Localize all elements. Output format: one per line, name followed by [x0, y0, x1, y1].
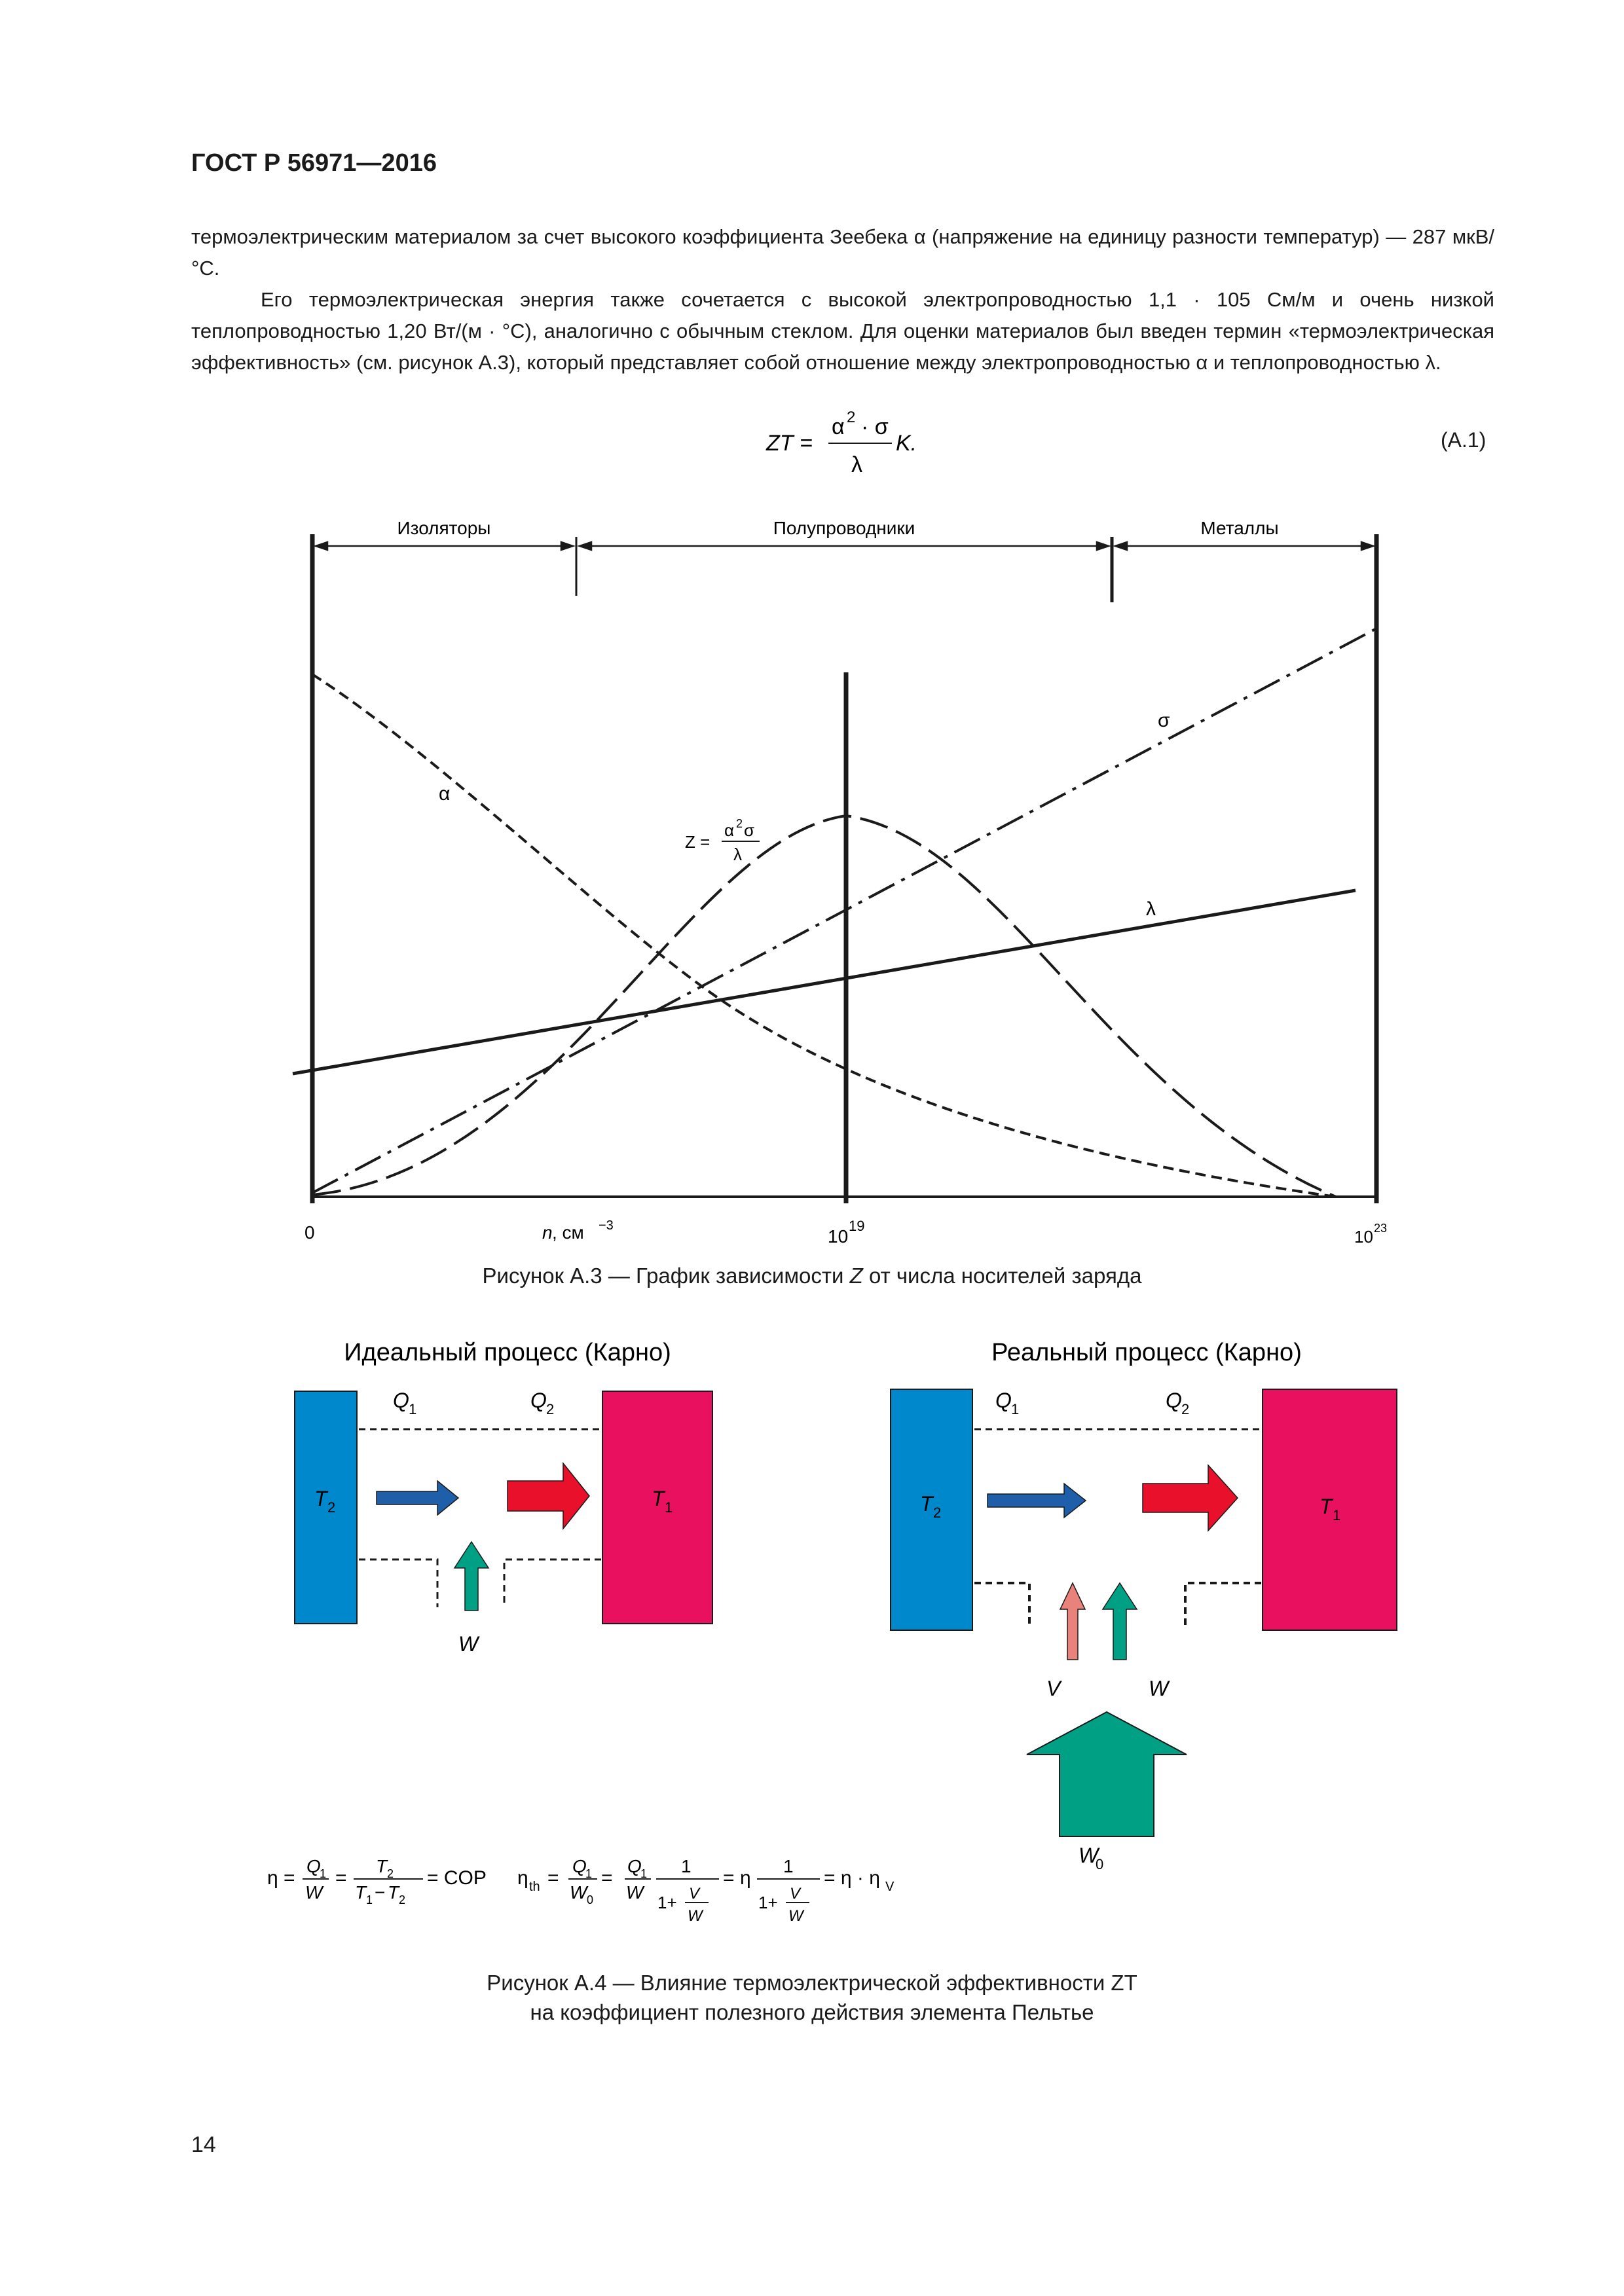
ideal-process	[295, 1339, 712, 1656]
formula-q1-b: Q	[572, 1856, 587, 1876]
x-tick-end-base: 10	[1354, 1227, 1373, 1247]
formula-eq-1: =	[335, 1867, 347, 1889]
paragraph-1: термоэлектрическим материалом за счет высокого коэффициента Зеебека α (напряжение на единицу разности температур) — 287 мкВ/°С.	[191, 225, 1494, 280]
formula-one-a: 1	[681, 1856, 692, 1876]
x-tick-0: 0	[304, 1222, 315, 1243]
formula-q1-a-sub: 1	[320, 1867, 327, 1880]
figure-a4-diagram	[0, 1329, 1624, 1951]
real-v-arrow	[1060, 1583, 1085, 1660]
real-q1-arrow	[987, 1484, 1086, 1518]
formula-one-plus-a: 1+	[657, 1893, 677, 1912]
formula-t2: T	[376, 1856, 388, 1876]
real-w-arrow	[1103, 1583, 1137, 1660]
figure-a3-chart	[0, 511, 1624, 1296]
formula-eta-th: η	[517, 1867, 528, 1889]
sigma-label: σ	[1158, 710, 1170, 731]
page-number: 14	[191, 2132, 216, 2157]
ideal-q1-label	[393, 1389, 416, 1417]
real-v: V	[1046, 1677, 1061, 1700]
figure-a3-caption	[0, 1264, 1624, 1288]
region-label-insulators: Изоляторы	[397, 518, 491, 538]
equation-denominator: λ	[851, 452, 862, 477]
x-tick-end-pow: 23	[1374, 1222, 1388, 1235]
formula-eta-b: η	[740, 1867, 751, 1889]
ideal-q2-sub: 2	[546, 1401, 555, 1417]
region-label-semiconductors: Полупроводники	[773, 518, 915, 538]
equation-numerator: α	[832, 414, 845, 439]
ideal-w: W	[458, 1632, 479, 1656]
formula-w0: W	[570, 1882, 587, 1903]
z-label-den: λ	[733, 845, 742, 864]
z-label-num: α	[724, 820, 735, 840]
x-label-pow: −3	[599, 1218, 614, 1233]
real-w0-sub: 0	[1096, 1856, 1104, 1872]
formula-w-c: W	[626, 1882, 644, 1903]
alpha-curve	[312, 674, 1336, 1197]
figure-a3-caption-after: от числа носителей заряда	[862, 1264, 1142, 1288]
ideal-title: Идеальный процесс (Карно)	[344, 1339, 671, 1366]
z-label-prefix: Z =	[685, 832, 710, 852]
lambda-curve	[293, 890, 1356, 1074]
z-label-pow: 2	[736, 817, 743, 830]
paragraph-2: Его термоэлектрическая энергия также сочетается с высокой электропроводностью 1,1 · 105 См/м и очень низкой теплопроводностью 1,20 Вт/(м · °С), аналогично с обычным стеклом. Для оценки материалов был введен термин «термоэлектрическая эффективность» (см. рисунок А.3), который представляет собой отношение между электропроводностью α и теплопроводностью λ.	[191, 288, 1494, 374]
real-t2-sub: 2	[933, 1504, 942, 1521]
formula-eq-2: =	[547, 1867, 559, 1889]
real-q2: Q	[1166, 1389, 1182, 1412]
z-label-num-rest: σ	[744, 820, 755, 840]
x-label-var: n	[542, 1222, 553, 1243]
formula-eta-v-sub: V	[885, 1880, 895, 1894]
region-label-metals: Металлы	[1200, 518, 1279, 538]
formula-t1-sub: 1	[366, 1893, 373, 1906]
equation-number: (А.1)	[1441, 428, 1486, 452]
figure-a4-caption-line-2: на коэффициент полезного действия элемента Пельтье	[530, 2000, 1094, 2024]
x-tick-mid-pow: 19	[849, 1218, 865, 1234]
formula-t2-b-sub: 2	[399, 1893, 406, 1906]
formula-q1-c-sub: 1	[640, 1867, 648, 1880]
ideal-t1: T	[652, 1487, 665, 1510]
formula-v-b: V	[790, 1885, 801, 1903]
formula-eq-3: =	[601, 1867, 613, 1889]
equation-a1	[720, 403, 995, 481]
formula-v-a: V	[689, 1885, 700, 1903]
real-q1: Q	[995, 1389, 1012, 1412]
equation-numerator-power: 2	[847, 409, 856, 426]
ideal-q1-arrow	[377, 1481, 458, 1515]
ideal-q1: Q	[393, 1389, 409, 1412]
formula-q1-c: Q	[627, 1856, 642, 1876]
real-t1: T	[1320, 1495, 1333, 1518]
real-w: W	[1149, 1677, 1169, 1700]
ideal-q2-label	[530, 1389, 554, 1417]
document-code: ГОСТ Р 56971—2016	[191, 149, 437, 177]
formula-w-e: W	[788, 1907, 803, 1925]
equation-lhs: ZT =	[766, 431, 813, 456]
real-q2-label	[1166, 1389, 1189, 1417]
formula-w-a: W	[305, 1882, 323, 1903]
formula-minus: −	[375, 1882, 386, 1903]
real-process	[891, 1339, 1397, 1872]
ideal-q1-sub: 1	[409, 1401, 417, 1417]
x-tick-mid-base: 10	[828, 1226, 849, 1247]
formula-eq-4: =	[723, 1867, 735, 1889]
equation-numerator-rest: · σ	[861, 414, 889, 439]
formula-t1: T	[355, 1882, 367, 1903]
formula-t2-sub: 2	[387, 1867, 394, 1880]
ideal-q2-arrow	[507, 1463, 589, 1529]
formula-w0-sub: 0	[587, 1893, 594, 1906]
formula-t2-b: T	[388, 1882, 399, 1903]
ideal-t2-sub: 2	[327, 1499, 336, 1516]
real-w0: W	[1079, 1844, 1099, 1867]
figure-a3-caption-var: Z	[849, 1264, 863, 1288]
ideal-bottom-dash-right	[504, 1559, 601, 1607]
figure-a4-caption-line-1: Рисунок А.4 — Влияние термоэлектрической эффективности ZT	[487, 1971, 1137, 1995]
ideal-t1-sub: 1	[665, 1499, 673, 1516]
lambda-label: λ	[1146, 898, 1156, 920]
formula-eta: η =	[267, 1867, 295, 1889]
figure-a3-caption-before: Рисунок А.3 — График зависимости	[482, 1264, 850, 1288]
formula-cop: = COP	[427, 1867, 487, 1889]
formula-q1-b-sub: 1	[585, 1867, 593, 1880]
z-label	[685, 817, 760, 864]
region-arrows	[316, 542, 1373, 550]
formula-q1-a: Q	[306, 1856, 321, 1876]
ideal-w-arrow	[454, 1542, 489, 1611]
real-bottom-dash-left	[974, 1583, 1029, 1627]
real-q1-label	[995, 1389, 1019, 1417]
real-bottom-dash-right	[1185, 1583, 1261, 1627]
real-title: Реальный процесс (Карно)	[991, 1339, 1302, 1366]
formula-one-plus-b: 1+	[758, 1893, 778, 1912]
alpha-label: α	[439, 783, 451, 805]
real-q2-sub: 2	[1181, 1401, 1190, 1417]
ideal-bottom-dash-left	[359, 1559, 437, 1607]
ideal-t2: T	[314, 1487, 327, 1510]
formula-one-b: 1	[783, 1856, 794, 1876]
ideal-q2: Q	[530, 1389, 547, 1412]
x-label-unit: , см	[552, 1222, 584, 1243]
z-curve	[312, 816, 1336, 1197]
real-q1-sub: 1	[1011, 1401, 1020, 1417]
formula-w-d: W	[688, 1907, 703, 1925]
formula-eta-v: = η · η	[824, 1867, 880, 1889]
real-t2: T	[920, 1492, 933, 1516]
formula-eta-th-sub: th	[529, 1880, 540, 1894]
equation-suffix: K.	[896, 431, 917, 456]
real-t1-sub: 1	[1333, 1507, 1341, 1523]
real-w0-arrow	[1027, 1712, 1187, 1836]
real-q2-arrow	[1143, 1465, 1238, 1531]
efficiency-formula	[267, 1856, 895, 1925]
